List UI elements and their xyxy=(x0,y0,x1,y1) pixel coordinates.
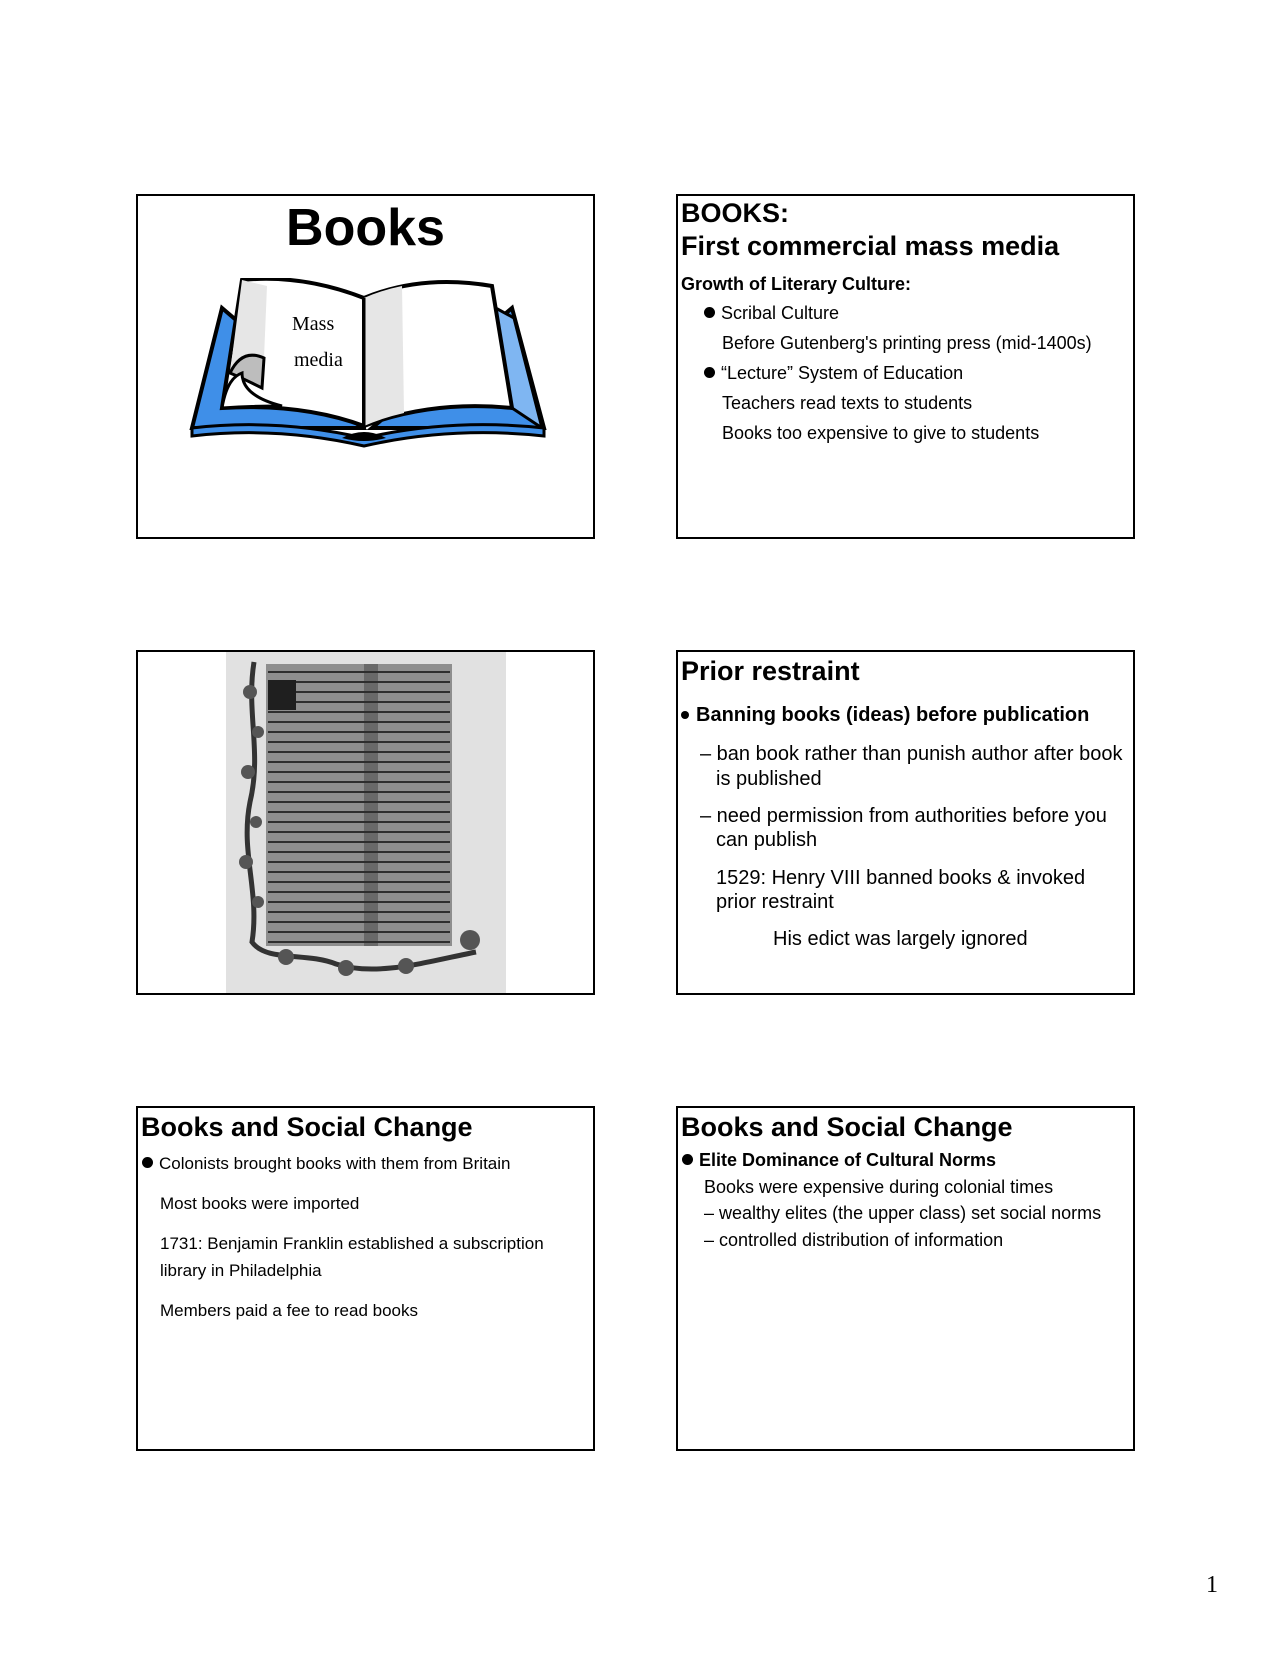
bullet-item: Scribal Culture xyxy=(704,303,839,324)
bullet-icon xyxy=(704,367,715,378)
slide-heading: BOOKS: xyxy=(681,198,789,228)
book-word-mass: Mass xyxy=(292,313,335,335)
text-line: 1731: Benjamin Franklin established a subscription xyxy=(160,1234,544,1253)
slide-2 xyxy=(676,194,1135,539)
book-word-media: media xyxy=(294,349,343,371)
slide-title: Books and Social Change xyxy=(681,1112,1013,1142)
slide-1 xyxy=(136,194,595,539)
dash-item-line: – ban book rather than punish author after book xyxy=(700,743,1123,765)
sub-item: Teachers read texts to students xyxy=(722,393,973,413)
slide-title: Prior restraint xyxy=(681,656,860,686)
bullet-item: “Lecture” System of Education xyxy=(704,363,963,384)
bullet-icon xyxy=(682,1154,693,1165)
bullet-icon xyxy=(681,711,689,719)
dash-item-line: is published xyxy=(716,768,822,790)
section-label: Growth of Literary Culture: xyxy=(681,274,912,294)
text-line: Books were expensive during colonial times xyxy=(704,1177,1054,1197)
text-line: library in Philadelphia xyxy=(160,1261,322,1280)
dash-item-line: can publish xyxy=(716,829,818,851)
text-line: 1529: Henry VIII banned books & invoked xyxy=(716,867,1086,889)
slide-subheading: First commercial mass media xyxy=(681,231,1060,261)
bullet-icon xyxy=(142,1157,153,1168)
slide-title: Books and Social Change xyxy=(141,1112,473,1142)
dash-item-line: – controlled distribution of information xyxy=(704,1230,1004,1250)
sub-item: Books too expensive to give to students xyxy=(722,423,1040,443)
bullet-item: Colonists brought books with them from Britain xyxy=(142,1154,511,1174)
bullet-icon xyxy=(704,307,715,318)
page-number: 1 xyxy=(1206,1572,1218,1598)
slide-title: Books xyxy=(286,199,445,257)
dash-item-line: – need permission from authorities before you xyxy=(700,805,1107,827)
sub-item: Before Gutenberg's printing press (mid-1400s) xyxy=(722,333,1092,353)
bullet-item: Elite Dominance of Cultural Norms xyxy=(682,1150,996,1171)
slide-6 xyxy=(676,1106,1135,1451)
text-line: prior restraint xyxy=(716,891,834,913)
slide-4 xyxy=(676,650,1135,995)
text-line: His edict was largely ignored xyxy=(773,928,1028,950)
gutenberg-manuscript-image xyxy=(226,652,506,995)
slide-3 xyxy=(136,650,595,995)
dash-item-line: – wealthy elites (the upper class) set social norms xyxy=(704,1203,1102,1223)
slide-5 xyxy=(136,1106,595,1451)
text-line: Members paid a fee to read books xyxy=(160,1301,418,1320)
bullet-item: Banning books (ideas) before publication xyxy=(681,704,1089,727)
text-line: Most books were imported xyxy=(160,1194,360,1213)
open-book-icon xyxy=(182,278,552,448)
